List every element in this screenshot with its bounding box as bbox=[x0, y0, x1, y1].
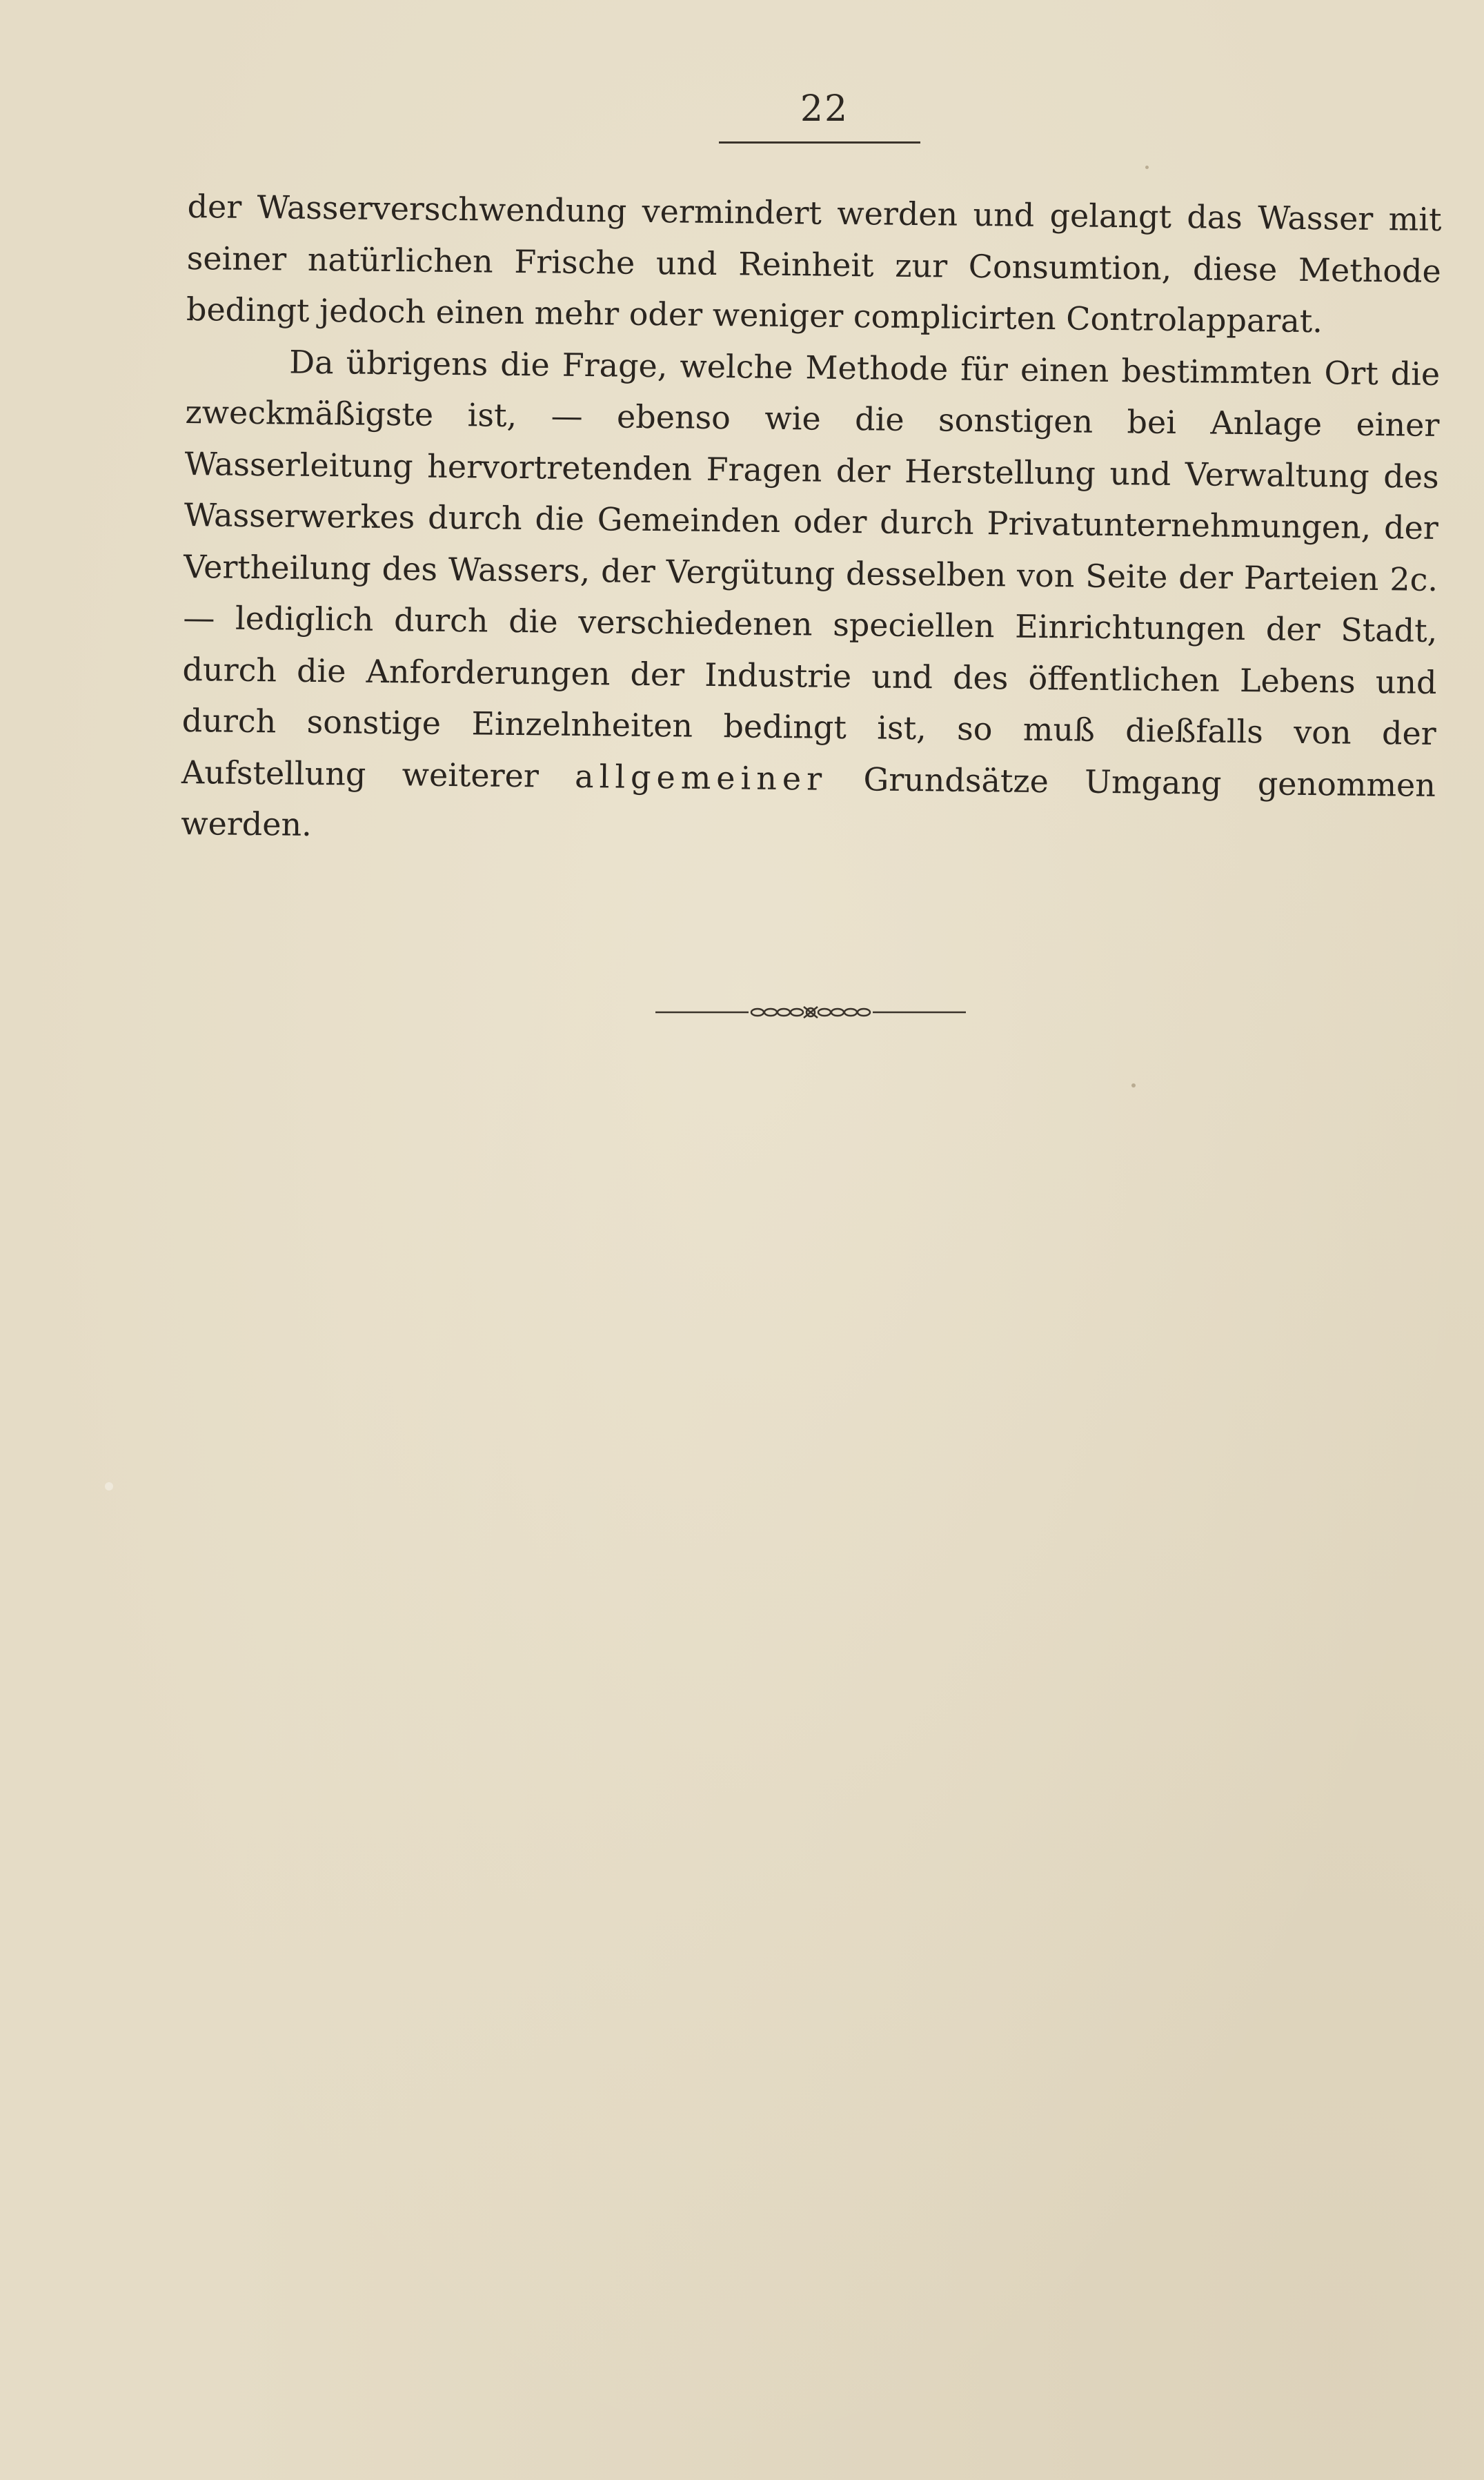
paragraph-2-text-after: Grundsätze Umgang genommen werden. bbox=[180, 760, 1436, 843]
page-number: 22 bbox=[800, 88, 849, 130]
paper-speck bbox=[1131, 1083, 1136, 1088]
paragraph-2 bbox=[181, 335, 1441, 862]
header-rule bbox=[719, 141, 920, 144]
decorative-rule bbox=[655, 998, 966, 1026]
paper-speck bbox=[105, 1482, 113, 1490]
paragraph-2-spaced-word: allgemeiner bbox=[574, 757, 828, 798]
paper-speck bbox=[1145, 166, 1149, 169]
paragraph-2-text-before: Da übrigens die Frage, welche Methode für einen bestimmten Ort die zweckmäßigste ist, — ebenso wie die sonstigen bei Anlage einer Wasserleitung hervortretenden Fragen der Herstellung und Verwaltung des Wasserwerkes durch die Gemeinden oder durch Privatunternehmungen, der Vertheilung des Wassers, der Vergütung desselben von Seite der Parteien 2c. — lediglich durch die verschiedenen speciellen Einrichtungen der Stadt, durch die Anforderungen der Industrie und des öffentlichen Lebens und durch sonstige Einzelnheiten bedingt ist, so muß dießfalls von der Aufstellung weiterer bbox=[181, 343, 1441, 794]
body-text bbox=[181, 181, 1442, 862]
paragraph-1: der Wasserverschwendung vermindert werden und gelangt das Wasser mit seiner natürlichen Frische und Reinheit zur Consumtion, diese Methode bedingt jedoch einen mehr oder weniger complicirten Controlapparat. bbox=[186, 187, 1442, 340]
